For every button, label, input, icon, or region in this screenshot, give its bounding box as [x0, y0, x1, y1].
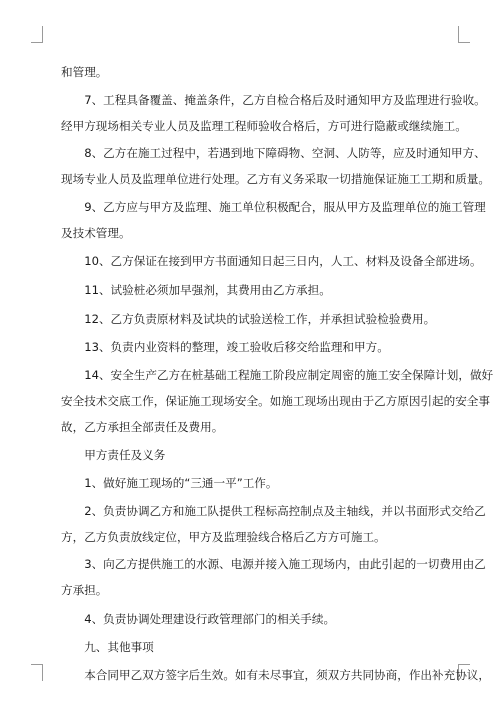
text-line: 方，乙方负责放线定位，甲方及监理验线合格后乙方方可施工。	[61, 530, 386, 544]
paragraph-other-matters	[61, 667, 490, 683]
paragraph-party-a-2	[61, 503, 486, 545]
paragraph-party-a-3	[61, 556, 486, 598]
text-line: 经甲方现场相关专业人员及监理工程师验收合格后，方可进行隐蔽或继续施工。	[61, 119, 467, 133]
text-line: 11、试验桩必须加早强剂，其费用由乙方承担。	[61, 283, 331, 297]
text-line: 8、乙方在施工过程中，若遇到地下障碍物、空洞、人防等，应及时通知甲方、	[61, 146, 486, 160]
text-line: 本合同甲乙双方签字后生效。如有未尽事宜，须双方共同协商，作出补充协议，	[61, 668, 490, 682]
text-line: 3、向乙方提供施工的水源、电源并接入施工现场内，由此引起的一切费用由乙	[61, 557, 486, 571]
paragraph-party-a-1	[61, 475, 445, 491]
text-line: 9、乙方应与甲方及监理、施工单位积极配合，服从甲方及监理单位的施工管理	[61, 200, 486, 214]
text-line: 14、安全生产乙方在桩基础工程施工阶段应制定周密的施工安全保障计划，做好	[61, 368, 494, 382]
text-line: 九、其他事项	[61, 640, 154, 654]
section-heading-other-matters	[61, 639, 445, 655]
text-line: 和管理。	[61, 65, 108, 79]
paragraph-continuation	[61, 64, 445, 80]
text-line: 2、负责协调乙方和施工队提供工程标高控制点及主轴线，并以书面形式交给乙	[61, 504, 486, 518]
crop-mark-top-right	[458, 26, 470, 43]
paragraph-clause-10	[61, 253, 482, 269]
text-line: 4、负责协调处理建设行政管理部门的相关手续。	[61, 612, 336, 626]
paragraph-clause-9	[61, 199, 486, 241]
text-line: 7、工程具备覆盖、掩盖条件，乙方自检合格后及时通知甲方及监理进行验收。	[61, 93, 486, 107]
text-line: 及技术管理。	[61, 226, 131, 240]
text-line: 13、负责内业资料的整理，竣工验收后移交给监理和甲方。	[61, 340, 389, 354]
document-body	[61, 64, 494, 683]
text-line: 方承担。	[61, 583, 108, 597]
paragraph-party-a-4	[61, 611, 445, 627]
paragraph-clause-8	[61, 145, 490, 187]
paragraph-clause-14	[61, 367, 494, 435]
paragraph-clause-7	[61, 92, 486, 134]
text-line: 安全技术交底工作，保证施工现场安全。如施工现场出现由于乙方原因引起的安全事	[61, 394, 490, 408]
text-line: 现场专业人员及监理单位进行处理。乙方有义务采取一切措施保证施工工期和质量。	[61, 172, 490, 186]
text-line: 12、乙方负责原材料及试块的试验送检工作，并承担试验检验费用。	[61, 312, 436, 326]
paragraph-clause-13	[61, 339, 445, 355]
section-heading-party-a-duties	[61, 447, 445, 463]
paragraph-clause-11	[61, 282, 445, 298]
text-line: 故，乙方承担全部责任及费用。	[61, 420, 224, 434]
text-line: 10、乙方保证在接到甲方书面通知日起三日内，人工、材料及设备全部进场。	[61, 254, 482, 268]
crop-mark-bottom-left	[31, 664, 43, 681]
paragraph-clause-12	[61, 311, 445, 327]
text-line: 1、做好施工现场的“三通一平”工作。	[61, 476, 278, 490]
text-line: 甲方责任及义务	[61, 448, 166, 462]
crop-mark-top-left	[31, 26, 43, 43]
